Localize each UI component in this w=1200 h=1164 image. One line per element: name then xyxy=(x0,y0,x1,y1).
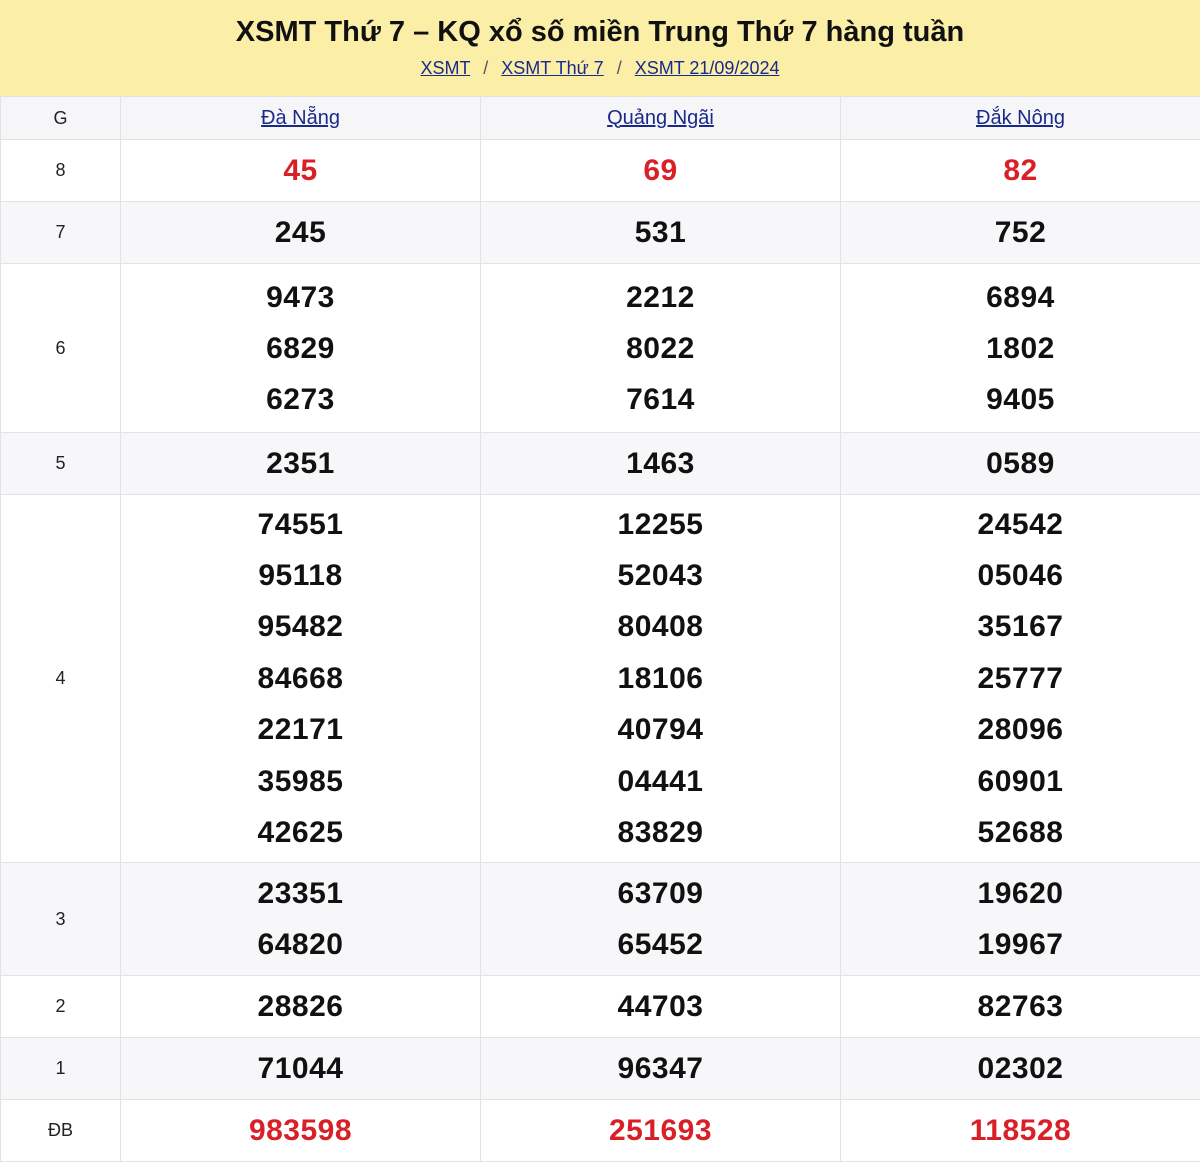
province-header-dak-nong xyxy=(841,97,1200,140)
prize-name: 3 xyxy=(1,863,121,976)
result-number: 752 xyxy=(994,216,1047,249)
result-number: 23351 xyxy=(257,877,344,910)
result-number: 83829 xyxy=(617,816,704,850)
result-cell xyxy=(841,140,1200,202)
result-number: 7614 xyxy=(626,382,695,416)
breadcrumb-separator: / xyxy=(616,58,622,78)
result-cell xyxy=(481,976,841,1038)
result-number: 2351 xyxy=(266,447,335,480)
result-number: 22171 xyxy=(257,713,344,747)
result-number: 0589 xyxy=(986,447,1055,480)
prize-name: 6 xyxy=(1,264,121,433)
page-header xyxy=(0,0,1200,96)
result-number: 42625 xyxy=(257,816,344,850)
result-number: 95118 xyxy=(258,558,343,592)
result-number: 25777 xyxy=(977,661,1064,695)
breadcrumb-separator: / xyxy=(483,58,489,78)
table-row xyxy=(1,140,1200,202)
result-cell xyxy=(481,1100,841,1162)
result-number: 1802 xyxy=(986,331,1055,365)
result-cell xyxy=(841,1038,1200,1100)
table-header-row xyxy=(1,97,1200,140)
result-number: 96347 xyxy=(617,1052,704,1085)
result-cell xyxy=(481,433,841,495)
result-number: 52688 xyxy=(977,816,1064,850)
result-number: 95482 xyxy=(257,610,344,644)
result-number: 531 xyxy=(634,216,687,249)
result-number: 9473 xyxy=(266,280,335,314)
table-row xyxy=(1,1038,1200,1100)
result-number: 6894 xyxy=(986,280,1055,314)
prize-name: 1 xyxy=(1,1038,121,1100)
prize-name: 7 xyxy=(1,202,121,264)
table-row xyxy=(1,202,1200,264)
result-number: 84668 xyxy=(257,661,344,695)
table-row xyxy=(1,976,1200,1038)
breadcrumb xyxy=(0,57,1200,79)
result-number: 8022 xyxy=(626,331,695,365)
result-number: 52043 xyxy=(617,558,704,592)
result-number: 71044 xyxy=(257,1052,344,1085)
result-cell xyxy=(841,495,1200,863)
result-number: 45 xyxy=(283,154,318,187)
result-number: 251693 xyxy=(608,1114,713,1147)
result-number: 35167 xyxy=(977,610,1064,644)
result-cell xyxy=(481,264,841,433)
results-table xyxy=(0,96,1200,1162)
result-number: 80408 xyxy=(617,610,704,644)
result-cell xyxy=(121,202,481,264)
result-number: 245 xyxy=(274,216,327,249)
result-number: 65452 xyxy=(617,928,704,961)
result-number: 40794 xyxy=(617,713,704,747)
result-number: 44703 xyxy=(617,990,704,1023)
result-number: 28826 xyxy=(257,990,344,1023)
prize-name: 2 xyxy=(1,976,121,1038)
breadcrumb-link-xsmt-thu-7[interactable]: XSMT Thứ 7 xyxy=(501,58,604,78)
result-number: 6273 xyxy=(266,382,335,416)
result-number: 63709 xyxy=(617,877,704,910)
prize-name: 5 xyxy=(1,433,121,495)
result-cell xyxy=(121,863,481,976)
result-cell xyxy=(121,495,481,863)
breadcrumb-link-xsmt[interactable]: XSMT xyxy=(420,58,471,78)
result-cell xyxy=(121,1038,481,1100)
result-number: 19620 xyxy=(977,877,1064,910)
result-number: 35985 xyxy=(257,764,344,798)
prize-name: 4 xyxy=(1,495,121,863)
result-number: 18106 xyxy=(617,661,704,695)
result-number: 983598 xyxy=(248,1114,353,1147)
result-cell xyxy=(481,495,841,863)
result-number: 19967 xyxy=(977,928,1064,961)
result-cell xyxy=(841,433,1200,495)
result-cell xyxy=(481,202,841,264)
result-cell xyxy=(481,1038,841,1100)
result-number: 05046 xyxy=(977,558,1064,592)
province-link-quang-ngai[interactable]: Quảng Ngãi xyxy=(607,106,714,129)
result-number: 60901 xyxy=(977,764,1064,798)
table-row xyxy=(1,433,1200,495)
prize-column-header: G xyxy=(1,97,121,140)
result-number: 82 xyxy=(1003,154,1038,187)
result-number: 24542 xyxy=(977,507,1064,541)
result-cell xyxy=(121,264,481,433)
result-cell xyxy=(481,863,841,976)
result-number: 1463 xyxy=(626,447,695,480)
breadcrumb-link-xsmt-date[interactable]: XSMT 21/09/2024 xyxy=(634,58,780,78)
result-cell xyxy=(121,1100,481,1162)
result-number: 118528 xyxy=(969,1114,1072,1147)
result-number: 69 xyxy=(643,154,678,187)
result-cell xyxy=(481,140,841,202)
result-number: 12255 xyxy=(617,507,704,541)
result-cell xyxy=(841,202,1200,264)
page-title: XSMT Thứ 7 – KQ xổ số miền Trung Thứ 7 hàng tuần xyxy=(235,16,965,48)
result-number: 64820 xyxy=(257,928,344,961)
result-cell xyxy=(121,140,481,202)
result-cell xyxy=(121,433,481,495)
prize-name: ĐB xyxy=(1,1100,121,1162)
result-number: 9405 xyxy=(986,382,1055,416)
prize-name: 8 xyxy=(1,140,121,202)
result-number: 82763 xyxy=(977,990,1064,1023)
table-row xyxy=(1,264,1200,433)
result-number: 2212 xyxy=(626,280,695,314)
result-cell xyxy=(841,863,1200,976)
result-cell xyxy=(121,976,481,1038)
province-header-quang-ngai xyxy=(481,97,841,140)
result-number: 04441 xyxy=(617,764,704,798)
results-body xyxy=(1,140,1200,1162)
result-number: 6829 xyxy=(266,331,335,365)
province-link-dak-nong[interactable]: Đắk Nông xyxy=(976,106,1065,129)
result-cell xyxy=(841,1100,1200,1162)
table-row xyxy=(1,1100,1200,1162)
table-row xyxy=(1,863,1200,976)
province-header-da-nang xyxy=(121,97,481,140)
result-number: 28096 xyxy=(977,713,1064,747)
result-number: 74551 xyxy=(257,507,344,541)
table-row xyxy=(1,495,1200,863)
result-number: 02302 xyxy=(977,1052,1064,1085)
province-link-da-nang[interactable]: Đà Nẵng xyxy=(261,106,340,129)
result-cell xyxy=(841,976,1200,1038)
result-cell xyxy=(841,264,1200,433)
